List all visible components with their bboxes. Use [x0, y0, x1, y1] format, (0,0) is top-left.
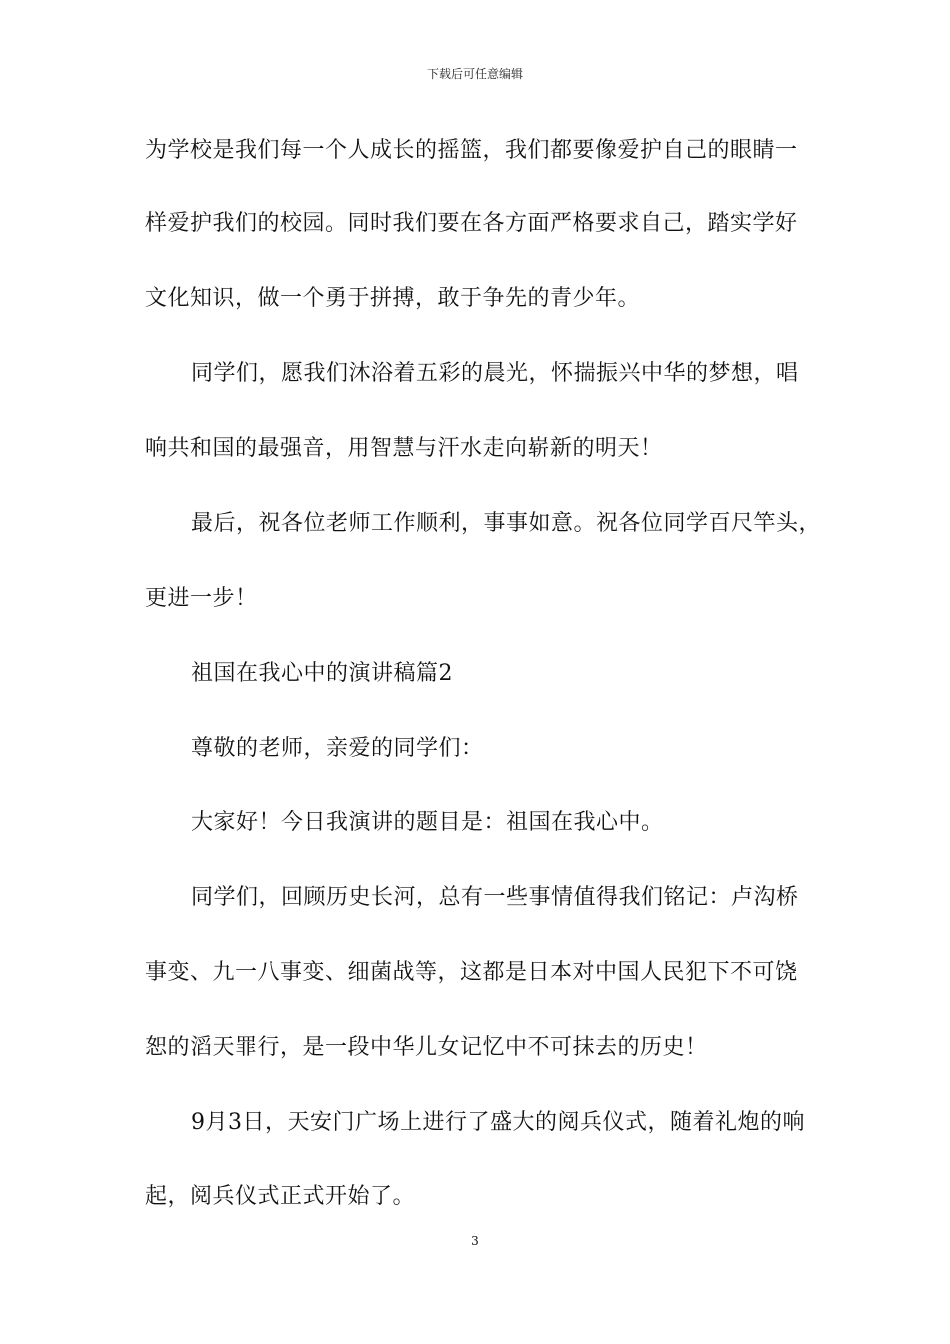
section-title: 祖国在我心中的演讲稿篇2	[191, 661, 453, 686]
page-number: 3	[471, 1234, 479, 1248]
text-line: 为学校是我们每一个人成长的摇篮，我们都要像爱护自己的眼睛一	[145, 138, 798, 163]
page-header: 下载后可任意编辑	[426, 67, 523, 81]
text-line: 文化知识，做一个勇于拼搏，敢于争先的青少年。	[145, 286, 641, 311]
text-line: 同学们，愿我们沐浴着五彩的晨光，怀揣振兴中华的梦想，唱	[191, 361, 799, 386]
text-line: 尊敬的老师，亲爱的同学们：	[191, 736, 484, 761]
text-line: 9月3日，天安门广场上进行了盛大的阅兵仪式，随着礼炮的响	[191, 1110, 805, 1135]
text-line: 样爱护我们的校园。同时我们要在各方面严格要求自己，踏实学好	[145, 211, 798, 236]
text-line: 最后，祝各位老师工作顺利，事事如意。祝各位同学百尺竿头，	[191, 511, 822, 536]
text-line: 更进一步！	[145, 586, 258, 611]
text-line: 大家好！今日我演讲的题目是：祖国在我心中。	[191, 810, 664, 835]
text-line: 响共和国的最强音，用智慧与汗水走向崭新的明天！	[145, 436, 663, 461]
text-line: 同学们，回顾历史长河，总有一些事情值得我们铭记：卢沟桥	[191, 885, 799, 910]
text-line: 起，阅兵仪式正式开始了。	[145, 1184, 416, 1209]
text-line: 事变、九一八事变、细菌战等，这都是日本对中国人民犯下不可饶	[145, 960, 798, 985]
text-line: 恕的滔天罪行，是一段中华儿女记忆中不可抹去的历史！	[145, 1035, 708, 1060]
